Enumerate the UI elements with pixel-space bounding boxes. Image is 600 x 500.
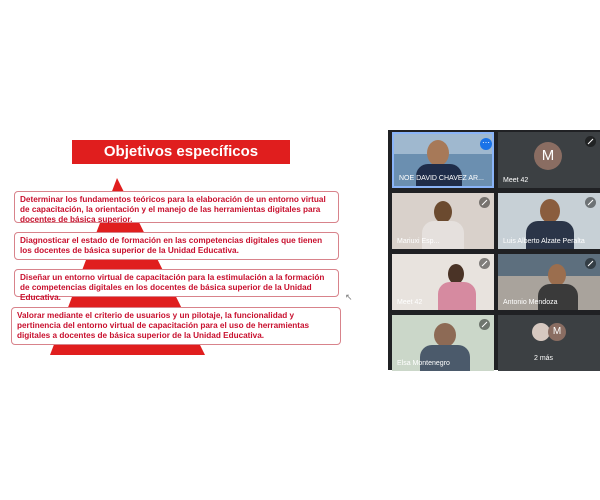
- objective-1: Determinar los fundamentos teóricos para la elaboración de un entorno virtual de capacitación, la orientación y el manejo de las herramientas digitales para docentes de básica superior.: [14, 191, 339, 223]
- participant-tile-5[interactable]: [392, 254, 494, 310]
- participant-tile-4[interactable]: [498, 193, 600, 249]
- participant-body: [438, 282, 476, 310]
- participant-tile-1[interactable]: [392, 132, 494, 188]
- participant-head: [434, 323, 456, 347]
- participant-tile-3[interactable]: [392, 193, 494, 249]
- participant-head: [448, 264, 464, 284]
- participant-head: [540, 199, 560, 223]
- mouse-cursor-icon: ↖: [345, 292, 353, 302]
- participant-name: Meet 42: [397, 299, 423, 306]
- participant-body: [420, 345, 470, 371]
- participant-body: [538, 284, 578, 310]
- participant-name: Elsa Montenegro: [397, 360, 450, 367]
- avatar: M: [548, 323, 566, 341]
- mic-off-icon: [479, 258, 490, 269]
- mic-off-icon: [585, 136, 596, 147]
- more-options-icon[interactable]: ⋯: [480, 138, 492, 150]
- objective-2: Diagnosticar el estado de formación en las competencias digitales que tienen los docentes de básica superior de la Unidad Educativa.: [14, 232, 339, 260]
- participant-name: Luis Alberto Alzate Peralta: [503, 238, 585, 245]
- participant-name: Meet 42: [503, 177, 529, 184]
- slide-title: Objetivos específicos: [72, 140, 290, 164]
- participant-tile-more[interactable]: [498, 315, 600, 371]
- meet-participants-panel: [388, 130, 600, 370]
- objective-3: Diseñar un entorno virtual de capacitación para la estimulación a la formación de competencias digitales en los docentes de básica superior de la Unidad Educativa.: [14, 269, 339, 297]
- more-participants-label: 2 más: [534, 355, 554, 362]
- objective-4: Valorar mediante el criterio de usuarios y un pilotaje, la funcionalidad y pertinencia del entorno virtual de capacitación para el uso de herramientas digitales a docentes de básica superior de la Unidad Educativa.: [11, 307, 341, 345]
- mic-off-icon: [479, 319, 490, 330]
- participant-head: [427, 140, 449, 166]
- participant-head: [548, 264, 566, 286]
- participant-name: Antonio Mendoza: [503, 299, 558, 306]
- mic-off-icon: [479, 197, 490, 208]
- mic-off-icon: [585, 197, 596, 208]
- participant-name: NOE DAVID CHAVEZ AR...: [399, 175, 484, 182]
- participant-tile-6[interactable]: [498, 254, 600, 310]
- avatar: M: [534, 142, 562, 170]
- participant-name: Mariuxi Esp...: [397, 238, 440, 245]
- participant-tile-2[interactable]: [498, 132, 600, 188]
- participant-head: [434, 201, 452, 223]
- mic-off-icon: [585, 258, 596, 269]
- participant-tile-7[interactable]: [392, 315, 494, 371]
